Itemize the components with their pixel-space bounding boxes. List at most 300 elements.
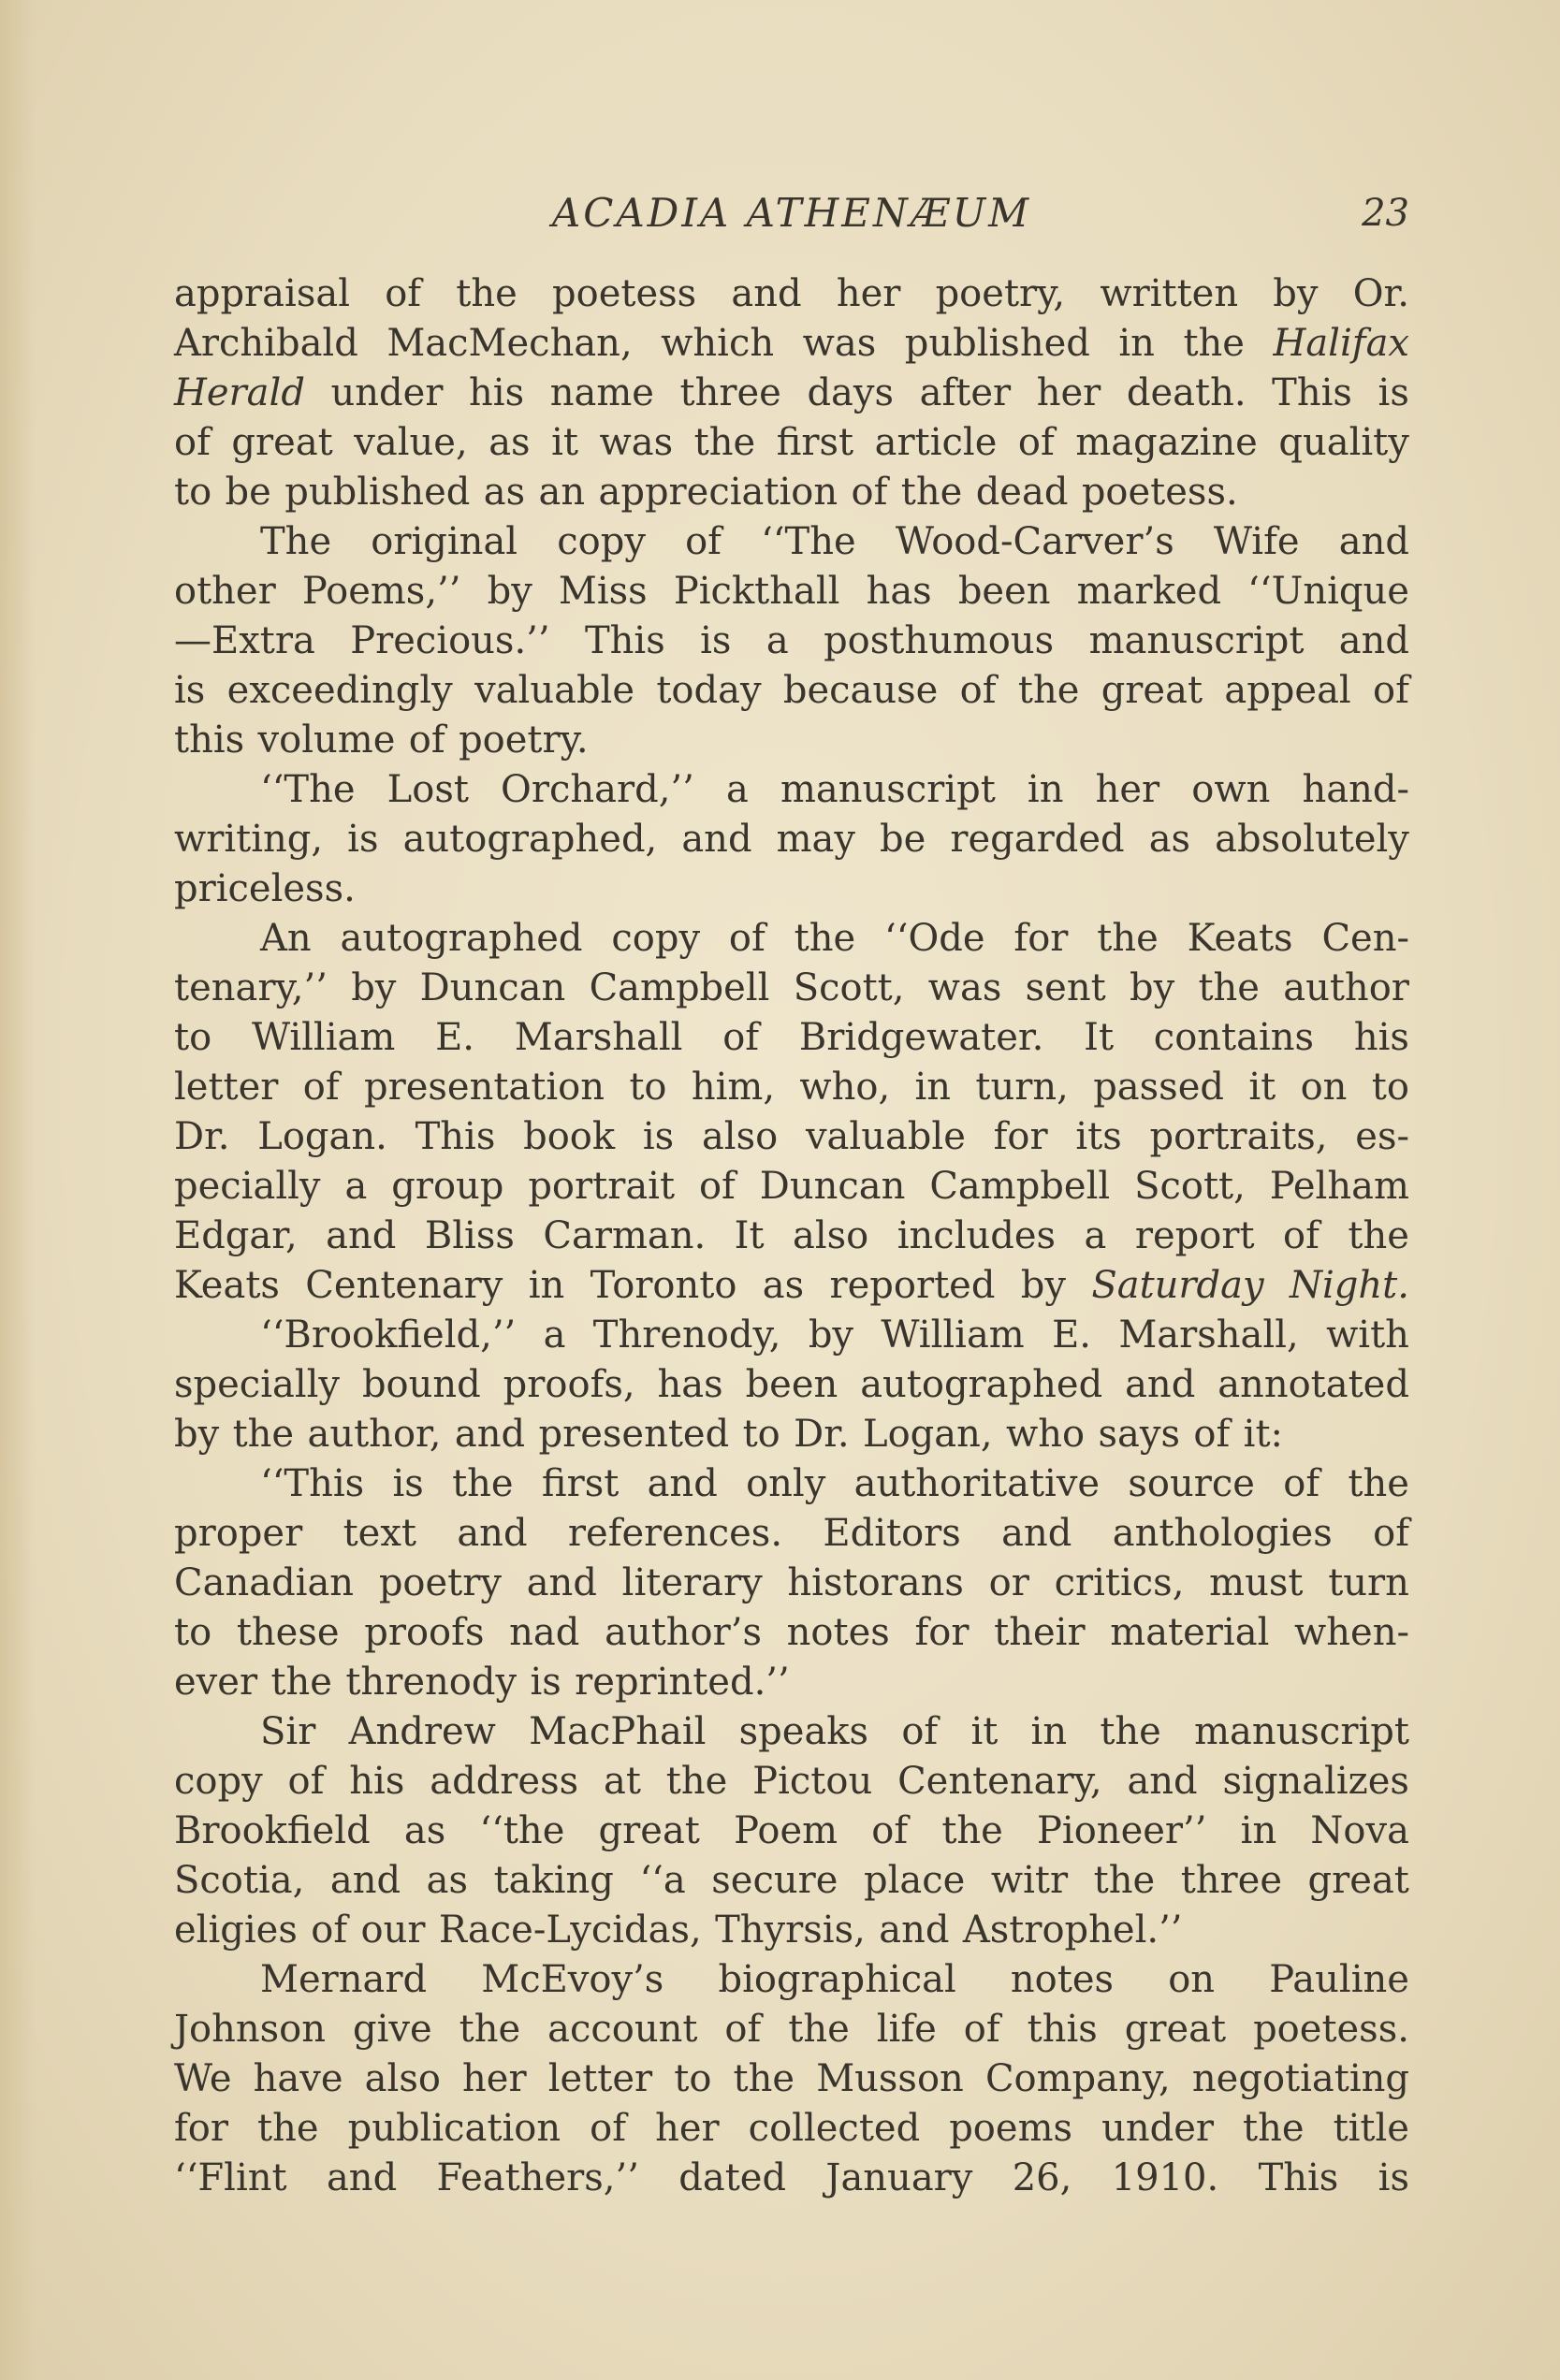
word: William <box>251 1016 396 1059</box>
word: the <box>794 917 856 960</box>
word: Canadian <box>174 1561 355 1604</box>
word: life <box>876 2008 937 2051</box>
word: Keats <box>1187 917 1293 960</box>
word: of <box>901 1710 939 1753</box>
word: also <box>793 1214 869 1257</box>
word: is <box>347 818 379 861</box>
word: as <box>1148 818 1191 861</box>
word: and <box>879 1908 950 1952</box>
word: McEvoy’s <box>481 1958 664 2001</box>
word: Miss <box>558 570 648 613</box>
word: Race-Lycidas, <box>438 1908 702 1952</box>
word: Pelham <box>1269 1165 1409 1208</box>
word: to <box>174 1611 212 1654</box>
word: ‘‘Unique <box>1247 570 1409 613</box>
word: in <box>1027 768 1064 811</box>
word: the <box>941 1809 1003 1852</box>
word: anthologies <box>1112 1512 1333 1555</box>
word: is <box>1378 2156 1409 2199</box>
word: today <box>656 669 762 712</box>
word: three <box>1180 1859 1282 1902</box>
text-line <box>174 1162 1409 1212</box>
word: Andrew <box>348 1710 496 1753</box>
word: of <box>963 2008 1000 2051</box>
word: 1910. <box>1111 2156 1219 2199</box>
text-line <box>174 1360 1409 1410</box>
word: the <box>1017 669 1080 712</box>
word: publication <box>347 2107 561 2150</box>
word: or <box>988 1561 1029 1604</box>
body-text <box>174 269 1409 2203</box>
word: the <box>900 471 963 514</box>
word: copy <box>174 1760 263 1803</box>
word: when- <box>1294 1611 1409 1654</box>
word: the <box>1093 1859 1156 1902</box>
word: biographical <box>718 1958 956 2001</box>
word: speaks <box>738 1710 869 1753</box>
word: of <box>311 1908 348 1952</box>
text-line <box>174 567 1409 617</box>
word: of <box>590 2107 627 2150</box>
word: name <box>549 371 654 414</box>
word: in <box>1118 322 1155 365</box>
word: for <box>914 1611 970 1654</box>
text-line <box>174 418 1409 468</box>
word: the <box>665 1760 728 1803</box>
text-line <box>174 964 1409 1013</box>
word: the <box>733 2057 795 2100</box>
word: ‘‘Ode <box>884 917 985 960</box>
word: have <box>253 2057 343 2100</box>
word: the <box>1348 1462 1409 1505</box>
word: exceedingly <box>226 669 453 712</box>
word: of <box>1283 1214 1319 1257</box>
text-line <box>174 1311 1409 1360</box>
word: autographed <box>340 917 583 960</box>
word: portrait <box>528 1165 676 1208</box>
word: valuable <box>474 669 635 712</box>
text-line <box>174 1906 1409 1955</box>
text-line <box>174 2054 1409 2104</box>
word: letter <box>174 1066 279 1109</box>
word: a <box>725 768 749 811</box>
word: letter <box>547 2057 653 2100</box>
word: —Extra <box>174 619 315 662</box>
word: Archibald <box>174 322 358 365</box>
word: MacMechan, <box>386 322 633 365</box>
word: first <box>776 421 854 464</box>
word: as <box>488 421 531 464</box>
word: it <box>970 1710 999 1753</box>
word: it <box>551 421 578 464</box>
text-line <box>174 914 1409 964</box>
word: posthumous <box>824 619 1055 662</box>
word: notes <box>1010 1958 1115 2001</box>
text-line <box>174 1856 1409 1906</box>
word: Edgar, <box>174 1214 298 1257</box>
word: poetry, <box>935 272 1066 315</box>
word: on <box>1300 1066 1348 1109</box>
word: manuscript <box>780 768 996 811</box>
word: references. <box>567 1512 783 1555</box>
word: notes <box>786 1611 890 1654</box>
word: great <box>1307 1859 1409 1902</box>
word: be <box>225 471 271 514</box>
word: which <box>661 322 775 365</box>
word: author’s <box>605 1611 762 1654</box>
word: MacPhail <box>529 1710 707 1753</box>
word: must <box>1209 1561 1304 1604</box>
word: Pickthall <box>673 570 840 613</box>
word: Keats <box>174 1264 280 1307</box>
word: taking <box>493 1859 614 1902</box>
word: own <box>1191 768 1271 811</box>
text-line <box>174 815 1409 864</box>
word: by <box>808 1313 854 1357</box>
word: and <box>454 1413 526 1456</box>
word: It <box>734 1214 765 1257</box>
word: value, <box>354 421 468 464</box>
word: ‘‘the <box>479 1809 565 1852</box>
word: Editors <box>823 1512 961 1555</box>
word: is <box>642 1115 675 1158</box>
word: valuable <box>805 1115 966 1158</box>
word: marked <box>1076 570 1222 613</box>
word: Saturday <box>1091 1264 1264 1307</box>
word: published <box>904 322 1090 365</box>
word: our <box>360 1908 426 1952</box>
word: says <box>1098 1413 1180 1456</box>
word: of <box>698 1165 736 1208</box>
word: of <box>871 1809 909 1852</box>
word: poetry <box>378 1561 502 1604</box>
word: secure <box>711 1859 838 1902</box>
word: of <box>174 421 211 464</box>
word: appeal <box>1224 669 1351 712</box>
word: report <box>1134 1214 1255 1257</box>
word: and <box>329 1859 401 1902</box>
word: the <box>459 2008 521 2051</box>
word: manuscript <box>1194 1710 1409 1753</box>
word: turn <box>1328 1561 1409 1604</box>
text-line <box>174 468 1409 517</box>
word: published <box>284 471 471 514</box>
word: and <box>681 818 752 861</box>
word: Logan. <box>257 1115 387 1158</box>
word: of <box>728 917 765 960</box>
word: their <box>994 1611 1086 1654</box>
word: for <box>174 2107 229 2150</box>
text-line <box>174 666 1409 716</box>
word: proofs, <box>503 1363 635 1406</box>
word: poetess <box>552 272 697 315</box>
word: hand- <box>1302 768 1409 811</box>
word: and <box>326 2156 398 2199</box>
word: as <box>426 1859 469 1902</box>
word: to <box>1371 1066 1409 1109</box>
word: reprinted.’’ <box>575 1661 790 1704</box>
word: Nova <box>1310 1809 1409 1852</box>
word: E. <box>435 1016 474 1059</box>
word: under <box>1101 2107 1214 2150</box>
word: by <box>487 570 532 613</box>
text-line <box>174 2104 1409 2154</box>
word: Duncan <box>759 1165 906 1208</box>
word: also <box>364 2057 441 2100</box>
word: been <box>957 570 1051 613</box>
word: passed <box>1093 1066 1224 1109</box>
word: and <box>1127 1760 1198 1803</box>
word: a <box>765 619 789 662</box>
word: three <box>679 371 781 414</box>
word: and <box>1001 1512 1072 1555</box>
word: Bliss <box>424 1214 515 1257</box>
word: to <box>742 1413 780 1456</box>
text-line <box>174 864 1409 914</box>
word: an <box>538 471 586 514</box>
text-line <box>174 369 1409 418</box>
word: Lost <box>386 768 469 811</box>
word: the <box>452 1462 514 1505</box>
word: as <box>483 471 526 514</box>
word: Herald <box>174 371 305 414</box>
word: Halifax <box>1273 322 1409 365</box>
word: great <box>231 421 333 464</box>
word: account <box>547 2008 698 2051</box>
word: Precious.’’ <box>350 619 550 662</box>
word: of <box>724 2008 762 2051</box>
word: quality <box>1278 421 1409 464</box>
word: was <box>599 421 674 464</box>
text-line <box>174 617 1409 666</box>
word: Scott, <box>793 966 905 1009</box>
word: Cen- <box>1321 917 1409 960</box>
word: ‘‘This <box>260 1462 365 1505</box>
word: may <box>776 818 855 861</box>
page-number: 23 <box>1362 192 1409 235</box>
word: for <box>993 1115 1048 1158</box>
word: witr <box>990 1859 1069 1902</box>
word: literary <box>621 1561 763 1604</box>
word: other <box>174 570 276 613</box>
word: her <box>836 272 901 315</box>
word: It <box>1084 1016 1115 1059</box>
word: Johnson <box>174 2008 327 2051</box>
word: of <box>302 1066 340 1109</box>
word: of <box>287 1760 325 1803</box>
word: the <box>1097 917 1159 960</box>
word: the <box>1243 2107 1305 2150</box>
word: absolutely <box>1215 818 1409 861</box>
text-line <box>174 1658 1409 1707</box>
word: eligies <box>174 1908 298 1952</box>
word: also <box>701 1115 779 1158</box>
word: material <box>1110 1611 1270 1654</box>
word: to <box>629 1066 667 1109</box>
word: Marshall <box>514 1016 683 1059</box>
word: is <box>392 1462 424 1505</box>
word: Threnody, <box>592 1313 781 1357</box>
word: original <box>371 520 518 563</box>
word: her <box>655 2107 720 2150</box>
text-line <box>174 1509 1409 1559</box>
word: address <box>430 1760 579 1803</box>
word: Astrophel.’’ <box>962 1908 1183 1952</box>
word: it <box>1248 1066 1276 1109</box>
word: the <box>257 2107 319 2150</box>
word: poetess. <box>1081 471 1238 514</box>
word: autographed <box>860 1363 1103 1406</box>
word: Duncan <box>419 966 566 1009</box>
word: been <box>745 1363 838 1406</box>
word: of <box>408 718 445 762</box>
word: critics, <box>1054 1561 1185 1604</box>
word: in <box>528 1264 565 1307</box>
word: ‘‘Brookfield,’’ <box>260 1313 517 1357</box>
word: a <box>344 1165 368 1208</box>
text-line <box>174 1559 1409 1608</box>
word: who, <box>799 1066 891 1109</box>
word: and <box>457 1512 528 1555</box>
word: reported <box>829 1264 996 1307</box>
word: dead <box>975 471 1069 514</box>
word: Night. <box>1289 1264 1409 1307</box>
word: sent <box>1025 966 1106 1009</box>
word: text <box>343 1512 416 1555</box>
word: and <box>647 1462 718 1505</box>
word: magazine <box>1075 421 1258 464</box>
word: manuscript <box>1088 619 1305 662</box>
word: Brookfield <box>174 1809 371 1852</box>
word: is <box>700 619 732 662</box>
text-line <box>174 1608 1409 1658</box>
word: Scotia, <box>174 1859 305 1902</box>
word: of <box>851 471 888 514</box>
word: pecially <box>174 1165 321 1208</box>
word: portraits, <box>1149 1115 1328 1158</box>
word: Dr. <box>174 1115 230 1158</box>
word: and <box>1338 619 1409 662</box>
word: title <box>1333 2107 1409 2150</box>
word: Marshall, <box>1118 1313 1299 1357</box>
word: Wife <box>1213 520 1300 563</box>
word: Centenary, <box>897 1760 1102 1803</box>
word: to <box>174 471 212 514</box>
word: An <box>260 917 312 960</box>
word: give <box>352 2008 432 2051</box>
word: in <box>1240 1809 1277 1852</box>
text-line <box>174 2005 1409 2054</box>
word: was <box>802 322 877 365</box>
word: presented <box>538 1413 730 1456</box>
word: a <box>543 1313 566 1357</box>
word: tenary,’’ <box>174 966 328 1009</box>
word: Centenary <box>305 1264 503 1307</box>
word: Bridgewater. <box>798 1016 1044 1059</box>
word: ‘‘The <box>761 520 856 563</box>
word: him, <box>691 1066 776 1109</box>
word: be <box>880 818 926 861</box>
word: great <box>598 1809 700 1852</box>
word: writing, <box>174 818 324 861</box>
word: her <box>462 2057 527 2100</box>
text-line <box>174 517 1409 567</box>
word: in <box>1030 1710 1068 1753</box>
word: ‘‘The <box>260 768 356 811</box>
word: We <box>174 2057 232 2100</box>
word: with <box>1326 1313 1409 1357</box>
word: the <box>270 1661 332 1704</box>
word: the <box>788 2008 850 2051</box>
text-line <box>174 1261 1409 1311</box>
word: Or. <box>1352 272 1409 315</box>
word: dated <box>678 2156 787 2199</box>
word: and <box>326 1214 397 1257</box>
word: Sir <box>260 1710 316 1753</box>
word: This <box>1258 2156 1339 2199</box>
word: William <box>881 1313 1025 1357</box>
word: was <box>927 966 1002 1009</box>
word: for <box>1013 917 1069 960</box>
word: regarded <box>950 818 1125 861</box>
word: of <box>385 272 422 315</box>
word: is <box>1378 371 1409 414</box>
word: the <box>1198 966 1260 1009</box>
word: source <box>1128 1462 1255 1505</box>
text-line <box>174 765 1409 815</box>
word: Poems,’’ <box>301 570 461 613</box>
word: of <box>722 1016 760 1059</box>
word: proper <box>174 1512 303 1555</box>
word: of <box>1373 1512 1409 1555</box>
word: great <box>1101 669 1203 712</box>
word: ‘‘Flint <box>174 2156 287 2199</box>
word: nad <box>509 1611 580 1654</box>
word: of <box>685 520 722 563</box>
word: her <box>1036 371 1101 414</box>
word: priceless. <box>174 867 356 910</box>
word: by <box>174 1413 220 1456</box>
word: of <box>1283 1462 1320 1505</box>
word: is <box>530 1661 561 1704</box>
word: historans <box>787 1561 964 1604</box>
word: first <box>541 1462 620 1505</box>
text-line <box>174 1013 1409 1063</box>
text-line <box>174 1063 1409 1112</box>
word: by <box>1273 272 1319 315</box>
word: Campbell <box>589 966 770 1009</box>
word: copy <box>611 917 701 960</box>
word: to <box>674 2057 712 2100</box>
word: because <box>782 669 939 712</box>
word: author <box>1283 966 1409 1009</box>
word: signalizes <box>1222 1760 1409 1803</box>
text-line <box>174 269 1409 319</box>
word: Musson <box>816 2057 964 2100</box>
word: has <box>866 570 932 613</box>
word: a <box>1084 1214 1107 1257</box>
word: death. <box>1126 371 1247 414</box>
word: as <box>403 1809 446 1852</box>
word: by <box>1129 966 1175 1009</box>
word: appreciation <box>598 471 838 514</box>
word: of <box>1017 421 1055 464</box>
word: days <box>807 371 895 414</box>
word: volume <box>257 718 396 762</box>
word: in <box>914 1066 952 1109</box>
word: specially <box>174 1363 341 1406</box>
word: annotated <box>1217 1363 1409 1406</box>
